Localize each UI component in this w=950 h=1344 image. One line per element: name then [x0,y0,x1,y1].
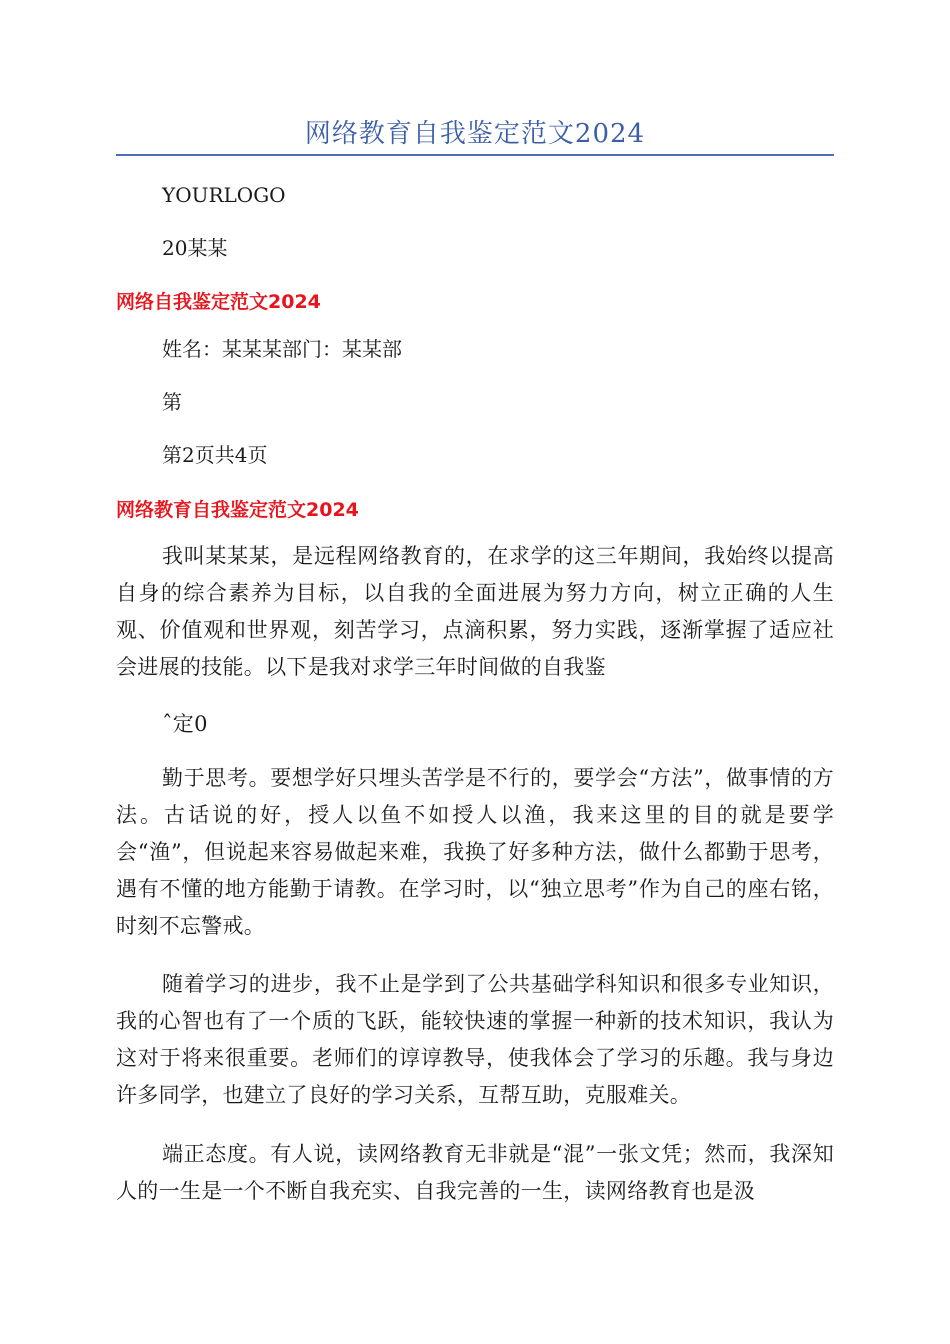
paragraph-progress: 随着学习的进步，我不止是学到了公共基础学科知识和很多专业知识，我的心智也有了一个质的飞跃，能较快速的掌握一种新的技术知识，我认为这对于将来很重要。老师们的谆谆教导，使我体会了学习的乐趣。我与身边许多同学，也建立了良好的学习关系，互帮互助，克服难关。 [116,972,834,1107]
title-underline [116,154,834,156]
di-line: 第 [162,390,182,414]
paragraph-intro: 我叫某某某，是远程网络教育的，在求学的这三年期间，我始终以提高自身的综合素养为目标，以自我的全面进展为努力方向，树立正确的人生观、价值观和世界观，刻苦学习，点滴积累，努力实践，逐渐掌握了适应社会进展的技能。以下是我对求学三年时间做的自我鉴 [116,544,834,679]
page-info: 第2页共4页 [162,443,268,467]
document-title: 网络教育自我鉴定范文2024 [304,119,646,149]
paragraph-thinking: 勤于思考。要想学好只埋头苦学是不行的，要学会“方法”，做事情的方法。古话说的好，授人以鱼不如授人以渔，我来这里的目的就是要学会“渔”，但说起来容易做起来难，我换了好多种方法，做什么都勤于思考，遇有不懂的地方能勤于请教。在学习时，以“独立思考”作为自己的座右铭，时刻不忘警戒。 [116,766,834,938]
section-heading-1: 网络自我鉴定范文2024 [116,291,321,313]
date-line: 20某某 [162,236,228,260]
section-heading-2: 网络教育自我鉴定范文2024 [116,499,359,521]
paragraph-attitude: 端正态度。有人说，读网络教育无非就是“混”一张文凭；然而，我深知人的一生是一个不断自我充实、自我完善的一生，读网络教育也是汲 [116,1142,834,1203]
logo-placeholder: YOURLOGO [162,183,286,207]
name-department-line: 姓名：某某某部门：某某部 [162,337,402,361]
paragraph-fragment: ˆ定0 [162,712,208,736]
